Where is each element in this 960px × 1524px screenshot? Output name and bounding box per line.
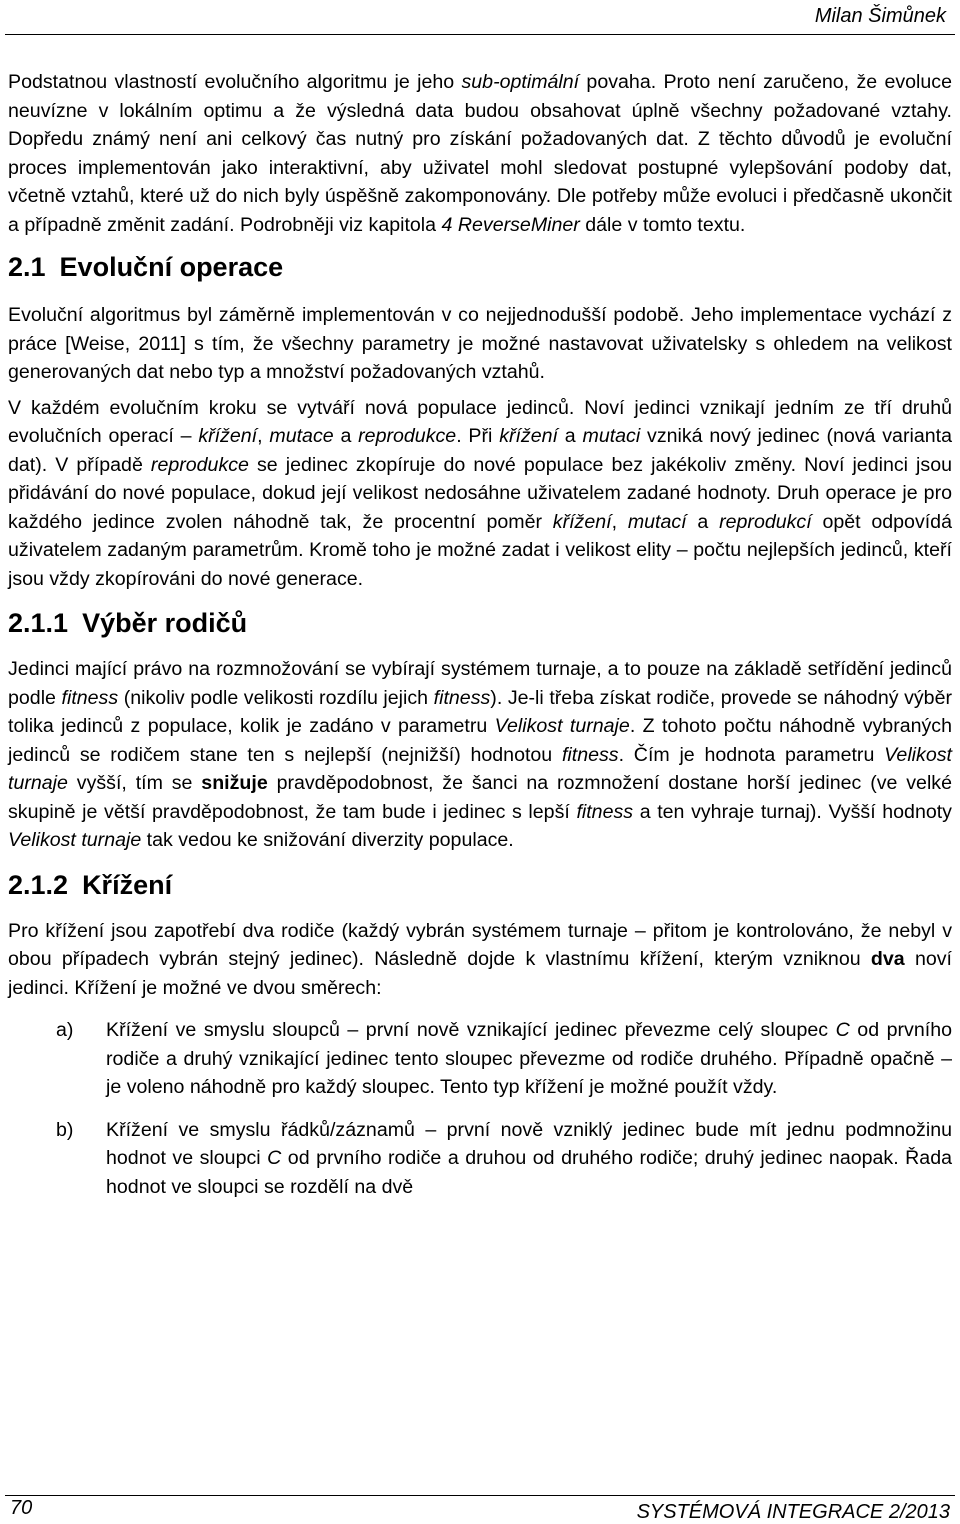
paragraph-parent-selection: Jedinci mající právo na rozmnožování se vybírají systémem turnaje, a to pouze na základě setřídění jedinců podle fitness (nikoliv podle velikosti rozdílu jejich fitness). Je-li třeba získat rodiče, provede se náhodný výběr tolika jedinců z populace, kolik je zadáno v parametru Velikost turnaje. Z tohoto počtu náhodně vybraných jedinců se rodičem stane ten s nejlepší (nejnižší) hodnotou fitness. Čím je hodnota parametru Velikost turnaje vyšší, tím se snižuje pravděpodobnost, že šanci na rozmnožení dostane horší jedinec (ve velké skupině je větší pravděpodobnost, že tam bude i jedinec s lepší fitness a ten vyhraje turnaj). Vyšší hodnoty Velikost turnaje tak vedou ke snižování diverzity populace. <box>8 658 953 851</box>
paragraph-intro: Podstatnou vlastností evolučního algoritmu je jeho sub-optimální povaha. Proto není zaručeno, že evoluce neuvízne v lokálním optimu a že výsledná data budou obsahovat úplně všechny požadované vztahy. Dopředu známý není ani celkový čas nutný pro získání požadovaných dat. Z těchto důvodů je evoluční proces implementován jako interaktivní, aby uživatel mohl sledovat postupné vylepšování podoby dat, včetně vztahů, které už do nich byly úspěšně zakomponovány. Dle potřeby může evoluci i předčasně ukončit a případně změnit zadání. Podrobněji viz kapitola 4 ReverseMiner dále v tomto textu. <box>8 71 953 236</box>
page-body <box>8 68 952 1215</box>
subsection-heading-crossover: 2.1.2 Křížení <box>8 869 173 900</box>
journal-footer: SYSTÉMOVÁ INTEGRACE 2/2013 <box>636 1501 950 1523</box>
section-heading-evolutionary-operations: 2.1 Evoluční operace <box>8 252 284 282</box>
paragraph-implementation: Evoluční algoritmus byl záměrně implementován v co nejjednodušší podobě. Jeho implementace vychází z práce [Weise, 2011] s tím, že všechny parametry je možné nastavovat uživatelsky s ohledem na velikost generovaných dat nebo typ a množství požadovaných vztahů. <box>8 304 952 383</box>
page-number: 70 <box>10 1497 33 1519</box>
running-header-author: Milan Šimůnek <box>814 5 946 27</box>
paragraph-crossover: Pro křížení jsou zapotřebí dva rodiče (každý vybrán systémem turnaje – přitom je kontrolováno, že nebyl v obou případech vybrán stejný jedinec). Následně dojde k vlastnímu křížení, kterým vzniknou dva noví jedinci. Křížení je možné ve dvou směrech: <box>8 919 952 999</box>
footer-divider <box>5 1495 955 1496</box>
list-item: b) Křížení ve smyslu řádků/záznamů – první nově vzniklý jedinec bude mít jednu podmnožinu hodnot ve sloupci C od prvního rodiče a druhou od druhého rodiče; druhý jedinec naopak. Řada hodnot ve sloupci se rozdělí na dvě <box>56 1118 952 1198</box>
crossover-list <box>8 1016 952 1201</box>
subsection-heading-parent-selection: 2.1.1 Výběr rodičů <box>8 608 248 638</box>
header-divider <box>5 34 955 35</box>
paragraph-evolution-step: V každém evolučním kroku se vytváří nová populace jedinců. Noví jedinci vznikají jedním ze tří druhů evolučních operací – křížení, mutace a reprodukce. Při křížení a mutaci vzniká nový jedinec (nová varianta dat). V případě reprodukce se jedinec zkopíruje do nové populace bez jakékoliv změny. Noví jedinci jsou přidávání do nové populace, dokud její velikost nedosáhne uživatelem zadané hodnoty. Druh operace je pro každého jedince zvolen náhodně tak, že procentní poměr křížení, mutací a reprodukcí opět odpovídá uživatelem zadaným parametrům. Kromě toho je možné zadat i velikost elity – počtu nejlepších jedinců, kteří jsou vždy zkopírováni do nové generace. <box>8 396 953 590</box>
list-item: a) Křížení ve smyslu sloupců – první nově vznikající jedinec převezme celý sloupec C od prvního rodiče a druhý vznikající jedinec tento sloupec převezme od rodiče druhého. Případně opačně – je voleno náhodně pro každý sloupec. Tento typ křížení je možné použít vždy. <box>56 1019 952 1098</box>
